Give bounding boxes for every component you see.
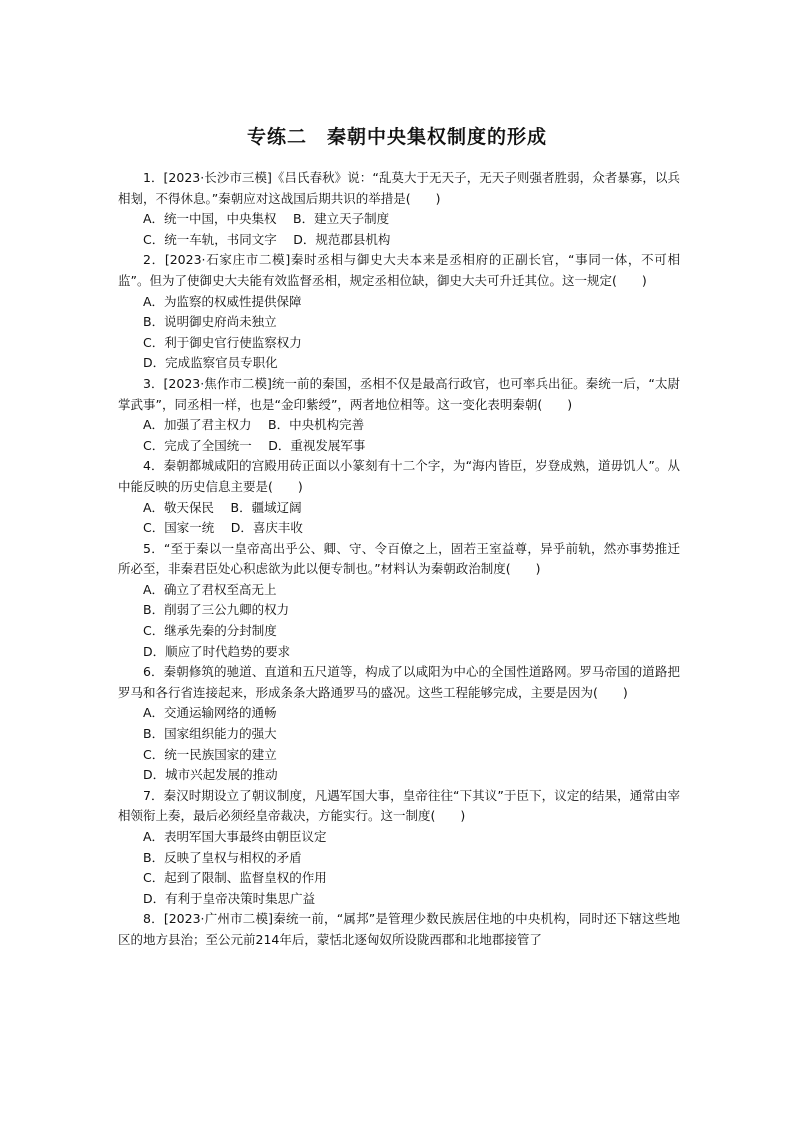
answer-option: A．交通运输网络的通畅 xyxy=(143,705,277,721)
answer-option: C．完成了全国统一 D．重视发展军事 xyxy=(143,437,366,453)
answer-option: B．说明御史府尚未独立 xyxy=(143,314,277,330)
question-stem: 7．秦汉时期设立了朝议制度，凡遇军国大事，皇帝往往“下其议”于臣下，议定的结果，通常由宰相领衔上奏，最后必须经皇帝裁决，方能实行。这一制度( ) xyxy=(118,787,680,824)
answer-option: C．统一民族国家的建立 xyxy=(143,746,277,762)
answer-option: C．起到了限制、监督皇权的作用 xyxy=(143,870,327,886)
answer-option: D．城市兴起发展的推动 xyxy=(143,767,278,783)
answer-option: A．加强了君主权力 B．中央机构完善 xyxy=(143,417,365,433)
answer-option: C．统一车轨，书同文字 D．规范郡县机构 xyxy=(143,231,391,247)
question-stem: 3．[2023·焦作市二模]统一前的秦国，丞相不仅是最高行政官，也可率兵出征。秦统一后，“太尉掌武事”，同丞相一样，也是“金印紫绶”，两者地位相等。这一变化表明秦朝( ) xyxy=(118,375,680,412)
question-stem: 1．[2023·长沙市三模]《吕氏春秋》说：“乱莫大于无天子，无天子则强者胜弱，众者暴寡，以兵相刬，不得休息。”秦朝应对这战国后期共识的举措是( ) xyxy=(118,170,680,206)
answer-option: B．削弱了三公九卿的权力 xyxy=(143,602,290,618)
question-stem: 5．“至于秦以一皇帝高出乎公、卿、守、令百僚之上，固若王室益尊，异乎前轨，然亦事势推迁所必至，非秦君臣处心积虑欲为此以便专制也。”材料认为秦朝政治制度( ) xyxy=(118,540,680,577)
page-title: 专练二 秦朝中央集权制度的形成 xyxy=(246,126,547,148)
answer-option: C．继承先秦的分封制度 xyxy=(143,623,277,639)
answer-option: B．反映了皇权与相权的矛盾 xyxy=(143,849,302,865)
answer-option: A．统一中国，中央集权 B．建立天子制度 xyxy=(143,211,390,227)
question-stem: 4．秦朝都城咸阳的宫殿用砖正面以小篆刻有十二个字，为“海内皆臣，岁登成熟，道毋饥人”。从中能反映的历史信息主要是( ) xyxy=(118,458,680,494)
answer-option: D．顺应了时代趋势的要求 xyxy=(143,643,291,659)
answer-option: A．为监察的权威性提供保障 xyxy=(143,293,302,309)
question-stem: 2．[2023·石家庄市二模]秦时丞相与御史大夫本来是丞相府的正副长官，“事同一体，不可相监”。但为了使御史大夫能有效监督丞相，规定丞相位缺，御史大夫可升迁其位。这一规定( ) xyxy=(118,252,680,288)
answer-option: A．表明军国大事最终由朝臣议定 xyxy=(143,829,327,844)
answer-option: A．确立了君权至高无上 xyxy=(143,581,277,597)
answer-option: C．国家一统 D．喜庆丰收 xyxy=(143,520,303,536)
question-list xyxy=(118,168,680,951)
question-stem: 6．秦朝修筑的驰道、直道和五尺道等，构成了以咸阳为中心的全国性道路网。罗马帝国的道路把罗马和各行省连接起来，形成条条大路通罗马的盛况。这些工程能够完成，主要是因为( ) xyxy=(118,664,680,700)
answer-option: D．有利于皇帝决策时集思广益 xyxy=(143,890,316,906)
question-stem: 8．[2023·广州市二模]秦统一前，“属邦”是管理少数民族居住地的中央机构，同时还下辖这些地区的地方县治；至公元前214年后，蒙恬北逐匈奴所设陇西郡和北地郡接管了 xyxy=(118,911,680,947)
answer-option: D．完成监察官员专职化 xyxy=(143,355,278,371)
answer-option: A．敬天保民 B．疆域辽阔 xyxy=(143,499,302,515)
answer-option: C．利于御史官行使监察权力 xyxy=(143,334,302,350)
answer-option: B．国家组织能力的强大 xyxy=(143,726,277,742)
